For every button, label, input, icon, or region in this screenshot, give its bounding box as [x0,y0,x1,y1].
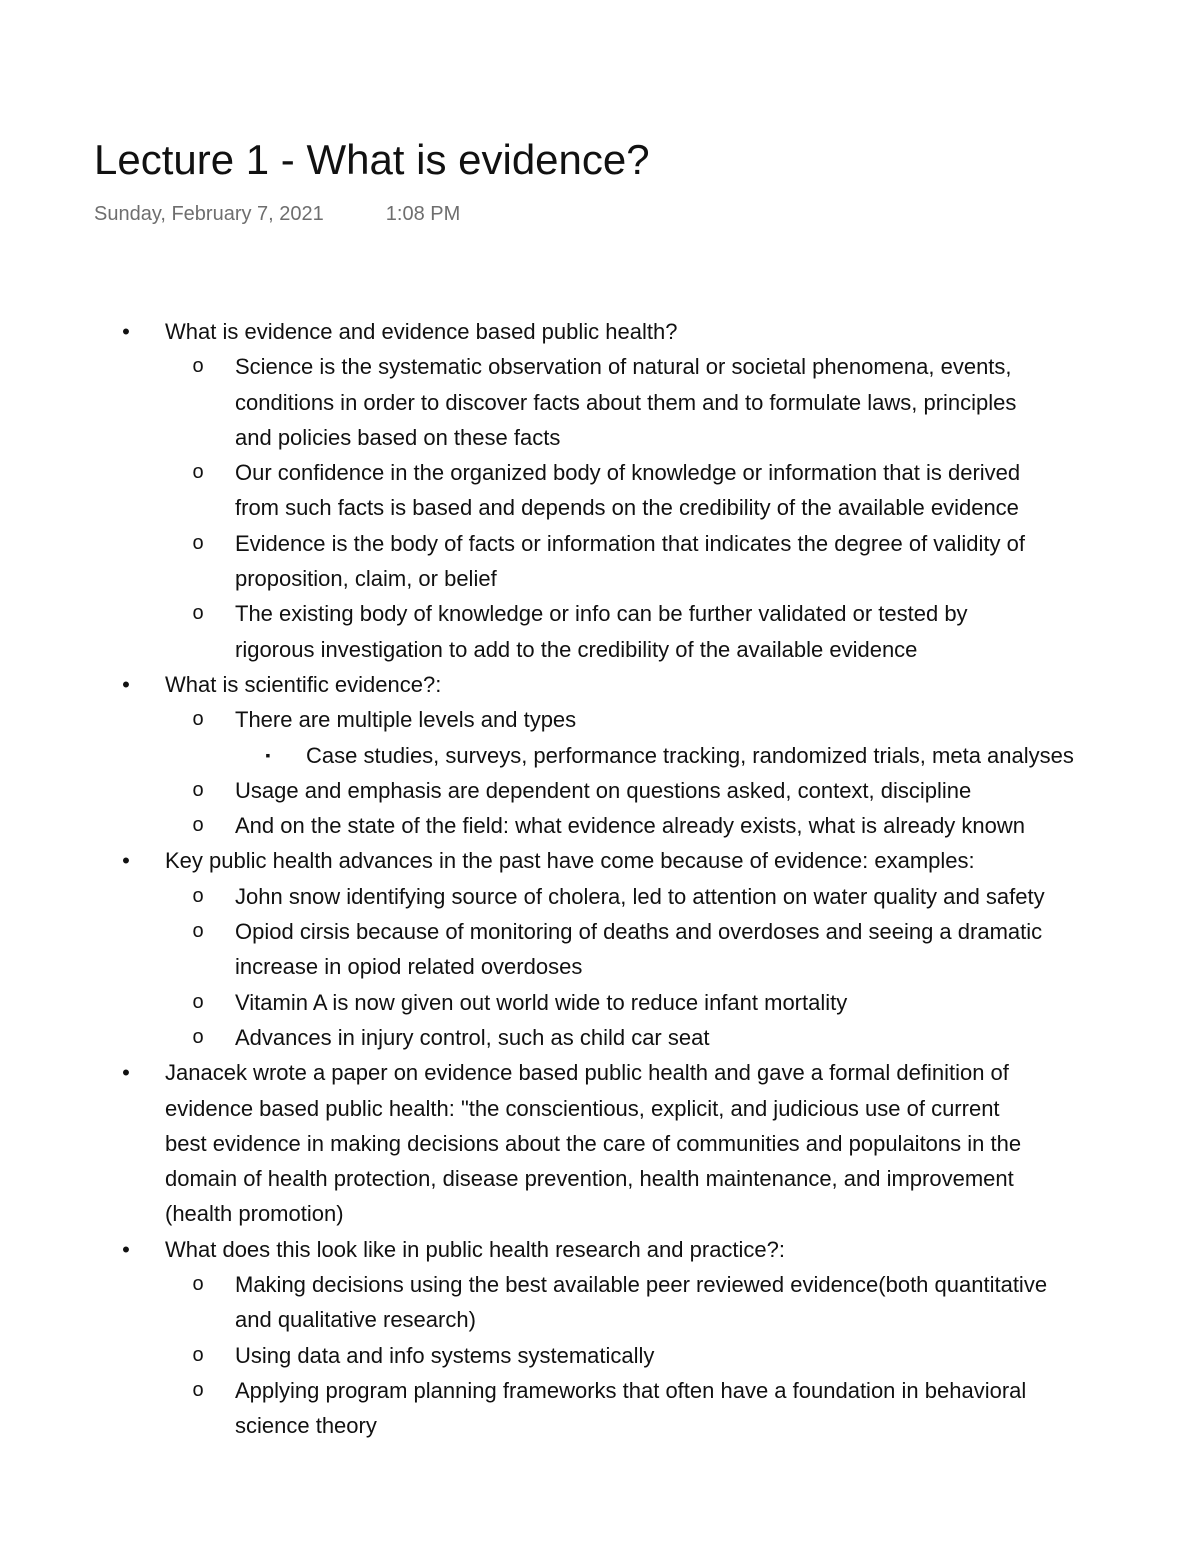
list-item-level-2 [0,596,1200,667]
note-body [0,314,1200,1444]
list-item-level-2 [0,1020,1200,1055]
list-item-text: Science is the systematic observation of natural or societal phenomena, events, [235,354,1012,380]
list-item-level-1 [0,314,1200,349]
list-item-level-2 [0,1373,1200,1444]
list-item-level-1 [0,1055,1200,1231]
list-item-text: domain of health protection, disease prevention, health maintenance, and improvement [165,1166,1014,1192]
bullet-icon: o [192,355,204,378]
bullet-icon: o [192,708,204,731]
list-item-level-2 [0,702,1200,737]
list-item-text: science theory [235,1413,377,1439]
bullet-icon: o [192,778,204,801]
list-item-text: increase in opiod related overdoses [235,954,583,980]
note-timestamp [94,200,460,228]
list-item-level-2 [0,526,1200,597]
list-item-text: Making decisions using the best available peer reviewed evidence(both quantitative [235,1272,1048,1298]
list-item-level-2 [0,455,1200,526]
bullet-icon: o [192,1378,204,1401]
list-item-level-2 [0,985,1200,1020]
list-item-level-2 [0,773,1200,808]
list-item-text: evidence based public health: "the conscientious, explicit, and judicious use of current [165,1095,1000,1121]
bullet-icon: ▪ [265,746,271,763]
bullet-icon: • [122,1060,130,1086]
list-item-text: Using data and info systems systematically [235,1342,655,1368]
list-item-text: Case studies, surveys, performance tracking, randomized trials, meta analyses [306,742,1074,768]
list-item-level-2 [0,914,1200,985]
bullet-icon: • [122,1236,130,1262]
page-title: Lecture 1 - What is evidence? [94,136,650,183]
bullet-icon: o [192,920,204,943]
bullet-icon: o [192,602,204,625]
list-item-level-1 [0,843,1200,878]
bullet-icon: o [192,461,204,484]
list-item-level-2 [0,1267,1200,1338]
list-item-text: and qualitative research) [235,1307,476,1333]
note-date: Sunday, February 7, 2021 [94,203,324,225]
list-item-level-2 [0,808,1200,843]
note-time: 1:08 PM [385,203,461,225]
list-item-text: conditions in order to discover facts about them and to formulate laws, principles [235,389,1017,415]
list-item-text: and policies based on these facts [235,424,561,450]
list-item-text: Opiod cirsis because of monitoring of deaths and overdoses and seeing a dramatic [235,919,1043,945]
bullet-icon: o [192,531,204,554]
list-item-level-3 [0,738,1200,773]
list-item-text: What does this look like in public health research and practice?: [165,1236,786,1262]
bullet-icon: o [192,1343,204,1366]
list-item-text: And on the state of the field: what evidence already exists, what is already known [235,813,1026,839]
list-item-text: What is scientific evidence?: [165,671,442,697]
list-item-text: There are multiple levels and types [235,707,577,733]
list-item-text: What is evidence and evidence based public health? [165,319,678,344]
bullet-icon: • [122,319,130,344]
bullet-icon: o [192,1025,204,1048]
list-item-text: Our confidence in the organized body of knowledge or information that is derived [235,460,1021,486]
bullet-icon: • [122,848,130,874]
list-item-text: John snow identifying source of cholera, led to attention on water quality and safety [235,883,1045,909]
bullet-icon: • [122,671,130,697]
list-item-level-2 [0,1338,1200,1373]
bullet-icon: o [192,990,204,1013]
list-item-text: from such facts is based and depends on the credibility of the available evidence [235,495,1019,521]
bullet-icon: o [192,1273,204,1296]
bullet-icon: o [192,884,204,907]
list-item-text: Applying program planning frameworks that often have a foundation in behavioral [235,1377,1027,1403]
list-item-level-2 [0,349,1200,455]
list-item-text: Key public health advances in the past have come because of evidence: examples: [165,848,975,874]
bullet-icon: o [192,814,204,837]
list-item-text: Advances in injury control, such as child car seat [235,1024,710,1050]
list-item-level-1 [0,667,1200,702]
list-item-text: The existing body of knowledge or info can be further validated or tested by [235,601,968,627]
list-item-text: Vitamin A is now given out world wide to reduce infant mortality [235,989,848,1015]
list-item-level-2 [0,879,1200,914]
list-item-level-1 [0,1232,1200,1267]
list-item-text: rigorous investigation to add to the credibility of the available evidence [235,636,918,662]
list-item-text: proposition, claim, or belief [235,566,497,592]
list-item-text: Usage and emphasis are dependent on questions asked, context, discipline [235,777,972,803]
list-item-text: Evidence is the body of facts or information that indicates the degree of validity of [235,530,1026,556]
list-item-text: best evidence in making decisions about the care of communities and populaitons in the [165,1130,1022,1156]
list-item-text: Janacek wrote a paper on evidence based public health and gave a formal definition of [165,1060,1009,1086]
list-item-text: (health promotion) [165,1201,344,1227]
